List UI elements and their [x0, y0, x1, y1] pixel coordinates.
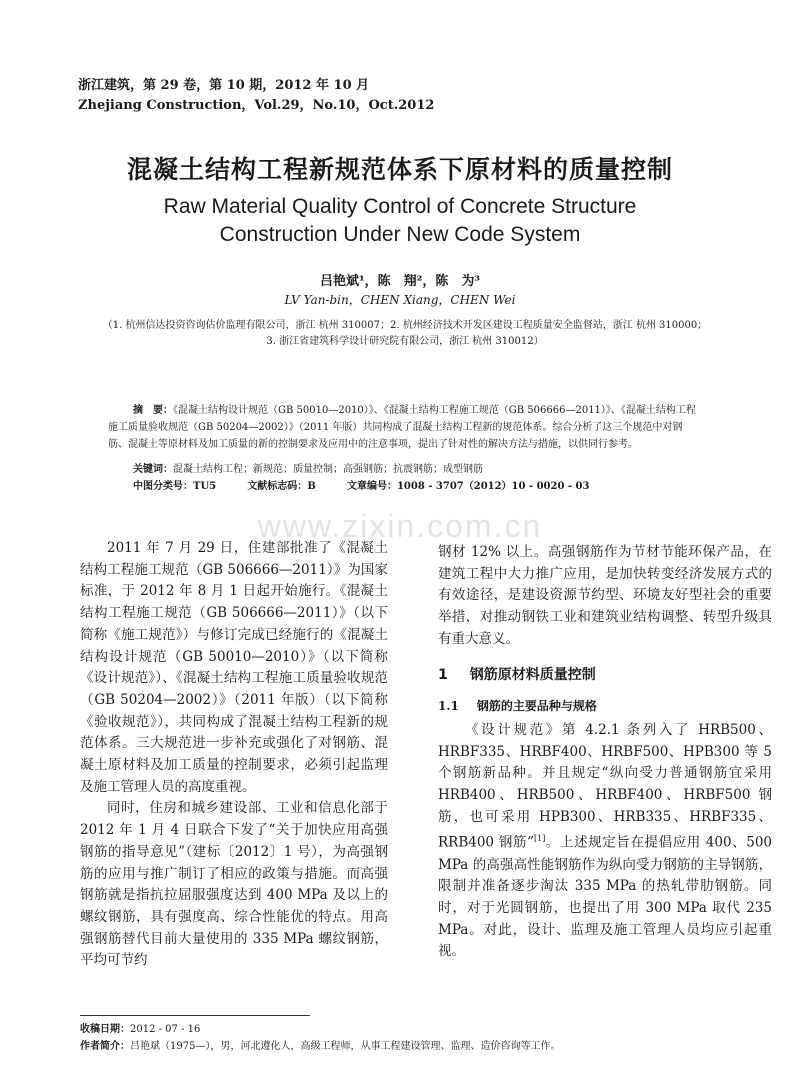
paragraph: 同时，住房和城乡建设部、工业和信息化部于 2012 年 1 月 4 日联合下发了“关于加快应用高强钢筋的指导意见”（建标〔2012〕1 号），为高强钢筋的应用与推广制订了相应的政策与措施。而高强钢筋就是指抗拉屈服强度达到 400 MPa 及以上的螺纹钢筋，具有强度高、综合性能优的特点。用高强钢筋替代目前大量使用的 335 MPa 螺纹钢筋，平均可节约 [80, 800, 388, 969]
title-cn: 混凝土结构工程新规范体系下原材料的质量控制 [126, 155, 673, 184]
paragraph-part-2: 。上述规定旨在提倡应用 400、500 MPa 的高强高性能钢筋作为纵向受力钢筋的主导钢筋，限制并准备逐步淘汰 335 MPa 的热轧带肋钢筋。同时，对于光圆钢筋，也提出了用 300 MPa 取代 235 MPa。对此，设计、监理及施工管理人员均应引起重视。 [438, 834, 772, 960]
footnote-rule [80, 1015, 310, 1016]
body-column-left [80, 538, 388, 972]
journal-line-en: Zhejiang Construction，Vol.29，No.10，Oct.2012 [78, 98, 435, 113]
footnote [80, 1021, 560, 1055]
affiliations [90, 318, 720, 350]
keywords-label: 关键词： [133, 464, 173, 475]
paragraph: 2011 年 7 月 29 日，住建部批准了《混凝土结构工程施工规范（GB 506666—2011）》为国家标准，于 2012 年 8 月 1 日起开始施行。《混凝土结构工程施工规范（GB 506666—2011）》（以下简称《施工规范》）与修订完成已经施行的《混凝土结构设计规范（GB 50010—2010）》（以下简称《设计规范》）、《混凝土结构工程施工质量验收规范（GB 50204—2002）》（2011 年版）（以下简称《验收规范》），共同构成了混凝土结构工程新的规范体系。三大规范进一步补充或强化了对钢筋、混凝土原材料及加工质量的控制要求，必须引起监理及施工管理人员的高度重视。 [80, 540, 388, 795]
doc-code-label: 文献标志码： [247, 481, 308, 492]
authors-cn: 吕艳斌¹，陈 翔²，陈 为³ [319, 274, 481, 289]
article-no-value: 1008 - 3707（2012）10 - 0020 - 03 [396, 481, 590, 492]
citation-ref: [1] [533, 834, 546, 844]
classification-line [133, 477, 617, 492]
paragraph: 钢材 12% 以上。高强钢筋作为节材节能环保产品，在建筑工程中大力推广应用，是加快转变经济发展方式的有效途径，是建设资源节约型、环境友好型社会的重要举措，对推动钢铁工业和建筑业结构调整、转型升级具有重大意义。 [438, 544, 772, 647]
received-label: 收稿日期： [80, 1024, 130, 1035]
subsection-heading [438, 696, 772, 718]
affiliation-line-1: （1. 杭州信达投资咨询估价监理有限公司，浙江 杭州 310007；2. 杭州经济技术开发区建设工程质量安全监督站，浙江 杭州 310000； [102, 320, 708, 331]
title-en-line-2: Construction Under New Code System [219, 223, 581, 246]
class-label: 中图分类号： [133, 481, 193, 492]
paragraph [438, 720, 772, 963]
abstract-text: 《混凝土结构设计规范（GB 50010—2010）》、《混凝土结构工程施工规范（GB 506666—2011）》、《混凝土结构工程施工质量验收规范（GB 50204—2002）》（2011 年版）共同构成了混凝土结构工程新的规范体系。综合分析了这三个规范中对钢筋、混凝土等原材料及加工质量的新的控制要求及应用中的注意事项，提出了针对性的解决方法与措施，以供同行参考。 [108, 405, 696, 450]
author-bio-value: 吕艳斌（1975—），男，河北遵化人，高级工程师，从事工程建设管理、监理、造价咨询等工作。 [130, 1041, 561, 1052]
keywords [133, 460, 483, 475]
body-column-right [438, 542, 772, 963]
doc-code [247, 481, 315, 492]
article-number [347, 481, 590, 492]
received-value: 2012 - 07 - 16 [130, 1024, 201, 1035]
author-bio-label: 作者简介： [80, 1041, 130, 1052]
subsection-title: 钢筋的主要品种与规格 [476, 699, 597, 714]
title-en-line-1: Raw Material Quality Control of Concrete Structure [163, 195, 637, 218]
received-date [80, 1021, 560, 1038]
section-heading [438, 665, 772, 687]
subsection-number: 1.1 [438, 699, 459, 714]
title-en [0, 193, 800, 249]
section-title: 钢筋原材料质量控制 [469, 666, 596, 683]
doc-code-value: B [307, 481, 316, 492]
class-value: TU5 [193, 481, 217, 492]
authors-en: LV Yan-bin，CHEN Xiang，CHEN Wei [284, 293, 516, 307]
journal-header [78, 76, 434, 116]
keywords-text: 混凝土结构工程；新规范；质量控制；高强钢筋；抗震钢筋；成型钢筋 [173, 464, 483, 475]
class-number [133, 481, 216, 492]
author-bio [80, 1038, 560, 1055]
article-no-label: 文章编号： [346, 481, 397, 492]
paragraph-part-1: 《设计规范》第 4.2.1 条列入了 HRB500、HRBF335、HRBF400、HRBF500、HPB300 等 5 个钢筋新品种。并且规定“纵向受力普通钢筋宜采用 HRB400、HRB500、HRBF400、HRBF500 钢筋，也可采用 HPB300、HRB335、HRBF335、RRB400 钢筋” [438, 721, 772, 851]
abstract-label: 摘 要： [133, 405, 173, 416]
affiliation-line-2: 3. 浙江省建筑科学设计研究院有限公司，浙江 杭州 310012） [266, 336, 544, 347]
journal-line-cn: 浙江建筑，第 29 卷，第 10 期，2012 年 10 月 [78, 78, 370, 93]
abstract [108, 402, 698, 453]
section-number: 1 [438, 666, 448, 683]
watermark: www.zixin.com.cn [257, 508, 543, 544]
